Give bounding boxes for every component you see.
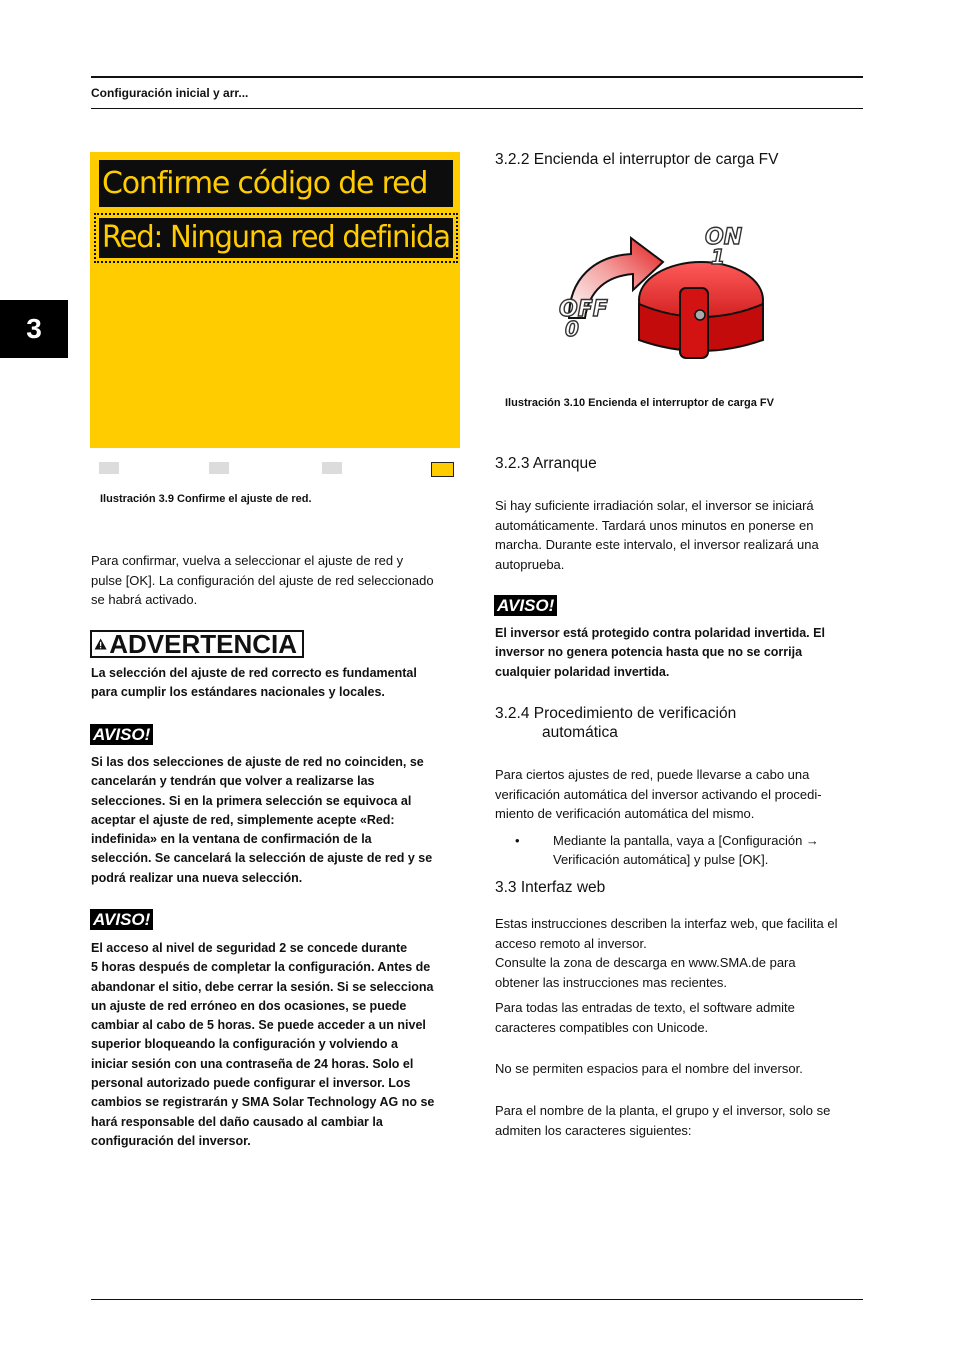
warning-banner [90,630,304,658]
pv-load-switch-illustration [555,218,770,363]
text-line: Para confirmar, vuelva a seleccionar el ajuste de red y [91,553,404,568]
knob-handle [680,288,708,358]
text-line: miento de verificación automática del mismo. [495,806,755,821]
bullet-item [553,831,863,869]
on-label: ON [705,225,743,250]
text-line: obtener las instrucciones mas recientes. [495,974,727,990]
text-line: autoprueba. [495,556,565,572]
text-line: 3.2.4 Procedimiento de verificación [495,705,737,722]
text-line: La selección del ajuste de red correcto es fundamental [91,666,417,680]
text-line: El acceso al nivel de seguridad 2 se concede durante [91,941,408,955]
footer-rule [91,1299,863,1300]
warning-triangle-icon [94,633,107,655]
paragraph-confirm [91,551,463,610]
notice-label-3: AVISO! [494,595,557,616]
notice-label-2: AVISO! [90,909,153,930]
text-line: configuración del inversor. [91,1133,251,1148]
text-line: cualquier polaridad invertida. [495,664,670,679]
text-line: hará responsable del daño causado al cambiar la [91,1114,383,1129]
text-line: inversor no genera potencia hasta que no se corrija [495,645,803,660]
figure-caption-3-10: Ilustración 3.10 Encienda el interruptor de carga FV [505,397,774,409]
text-line: iniciar sesión con una contraseña de 24 horas. Solo el [91,1056,414,1071]
heading-3-2-4 [495,704,736,742]
text-line: personal autorizado puede configurar el inversor. Los [91,1076,411,1091]
header-top-rule [91,76,863,78]
text-line: admiten los caracteres siguientes: [495,1122,692,1138]
text-line: aceptar el ajuste de red, simplemente acepte «Red: [91,812,395,827]
lcd-softkey-2 [209,462,229,474]
lcd-line-1: Confirme código de red [99,160,453,207]
text-line: selecciones. Si en la primera selección se equivoca al [91,793,412,808]
warning-text [91,664,463,703]
text-line: superior bloqueando la configuración y volviendo a [91,1037,398,1052]
running-header: Configuración inicial y arr... [91,86,249,100]
paragraph-characters [495,1101,865,1140]
paragraph-unicode [495,998,865,1037]
header-bottom-rule [91,108,863,109]
text-line: podrá realizar una nueva selección. [91,870,303,885]
text-line: acceso remoto al inversor. [495,935,647,951]
text-line: Para el nombre de la planta, el grupo y el inversor, solo se [495,1103,831,1118]
paragraph-verificacion [495,765,865,824]
heading-3-2-2: 3.2.2 Encienda el interruptor de carga FV [495,151,779,168]
lcd-line-2: Red: Ninguna red definida [99,218,453,258]
text-line: un ajuste de red erróneo en dos ocasiones, se puede [91,998,407,1013]
lcd-softkey-3 [322,462,342,474]
notice-label-1: AVISO! [90,724,153,745]
text-line: marcha. Durante este intervalo, el inversor realizará una [495,537,819,552]
text-line: pulse [OK]. La configuración del ajuste de red seleccionado [91,572,434,588]
text-line: cambios se registrarán y SMA Solar Technology AG no se [91,1095,435,1110]
off-number: 0 [565,317,579,341]
paragraph-arranque [495,496,865,574]
text-line: El inversor está protegido contra polaridad invertida. El [495,626,825,640]
heading-3-2-3: 3.2.3 Arranque [495,455,597,472]
bullet-dot: • [515,833,520,848]
paragraph-interfaz-web [495,914,865,992]
paragraph-spaces: No se permiten espacios para el nombre del inversor. [495,1061,803,1076]
on-number: 1 [711,245,725,269]
text-line: Verificación automática] y pulse [OK]. [553,852,769,867]
text-line: 5 horas después de completar la configuración. Antes de [91,960,431,975]
text-line: selección. Se cancelará la selección de ajuste de red y se [91,851,433,866]
text-line: Estas instrucciones describen la interfaz web, que facilita el [495,916,838,931]
lcd-softkey-4-active [431,462,454,477]
lcd-softkey-1 [99,462,119,474]
text-line: cambiar al cabo de 5 horas. Se puede acceder a un nivel [91,1018,426,1033]
text-line: Consulte la zona de descarga en www.SMA.de para [495,955,796,970]
notice-text-1 [91,753,463,888]
figure-caption-3-9: Ilustración 3.9 Confirme el ajuste de red. [100,493,312,505]
text-line: Para todas las entradas de texto, el software admite [495,1000,795,1015]
text-line: abandonar el sitio, debe cerrar la sesión. Si se selecciona [91,979,434,994]
notice-text-2 [91,939,463,1151]
text-line: Mediante la pantalla, vaya a [Configuración → [553,833,819,848]
off-label: OFF [559,297,608,322]
text-line: verificación automática del inversor activando el procedi- [495,786,822,802]
lcd-display [90,152,460,448]
text-line: Para ciertos ajustes de red, puede llevarse a cabo una [495,767,810,782]
heading-3-3: 3.3 Interfaz web [495,879,606,896]
text-line: para cumplir los estándares nacionales y locales. [91,685,385,700]
text-line: caracteres compatibles con Unicode. [495,1019,709,1035]
text-line: cancelarán y tendrán que volver a realizarse las [91,774,375,789]
text-line: Si las dos selecciones de ajuste de red no coinciden, se [91,755,424,769]
text-line: automática [542,724,618,741]
warning-label: ADVERTENCIA [109,629,297,659]
text-line: automáticamente. Tardará unos minutos en ponerse en [495,517,814,533]
chapter-tab: 3 [0,300,68,358]
text-line: se habrá activado. [91,592,198,607]
text-line: Si hay suficiente irradiación solar, el inversor se iniciará [495,498,814,513]
text-line: indefinida» en la ventana de confirmación de la [91,832,372,847]
notice-text-3 [495,624,865,682]
